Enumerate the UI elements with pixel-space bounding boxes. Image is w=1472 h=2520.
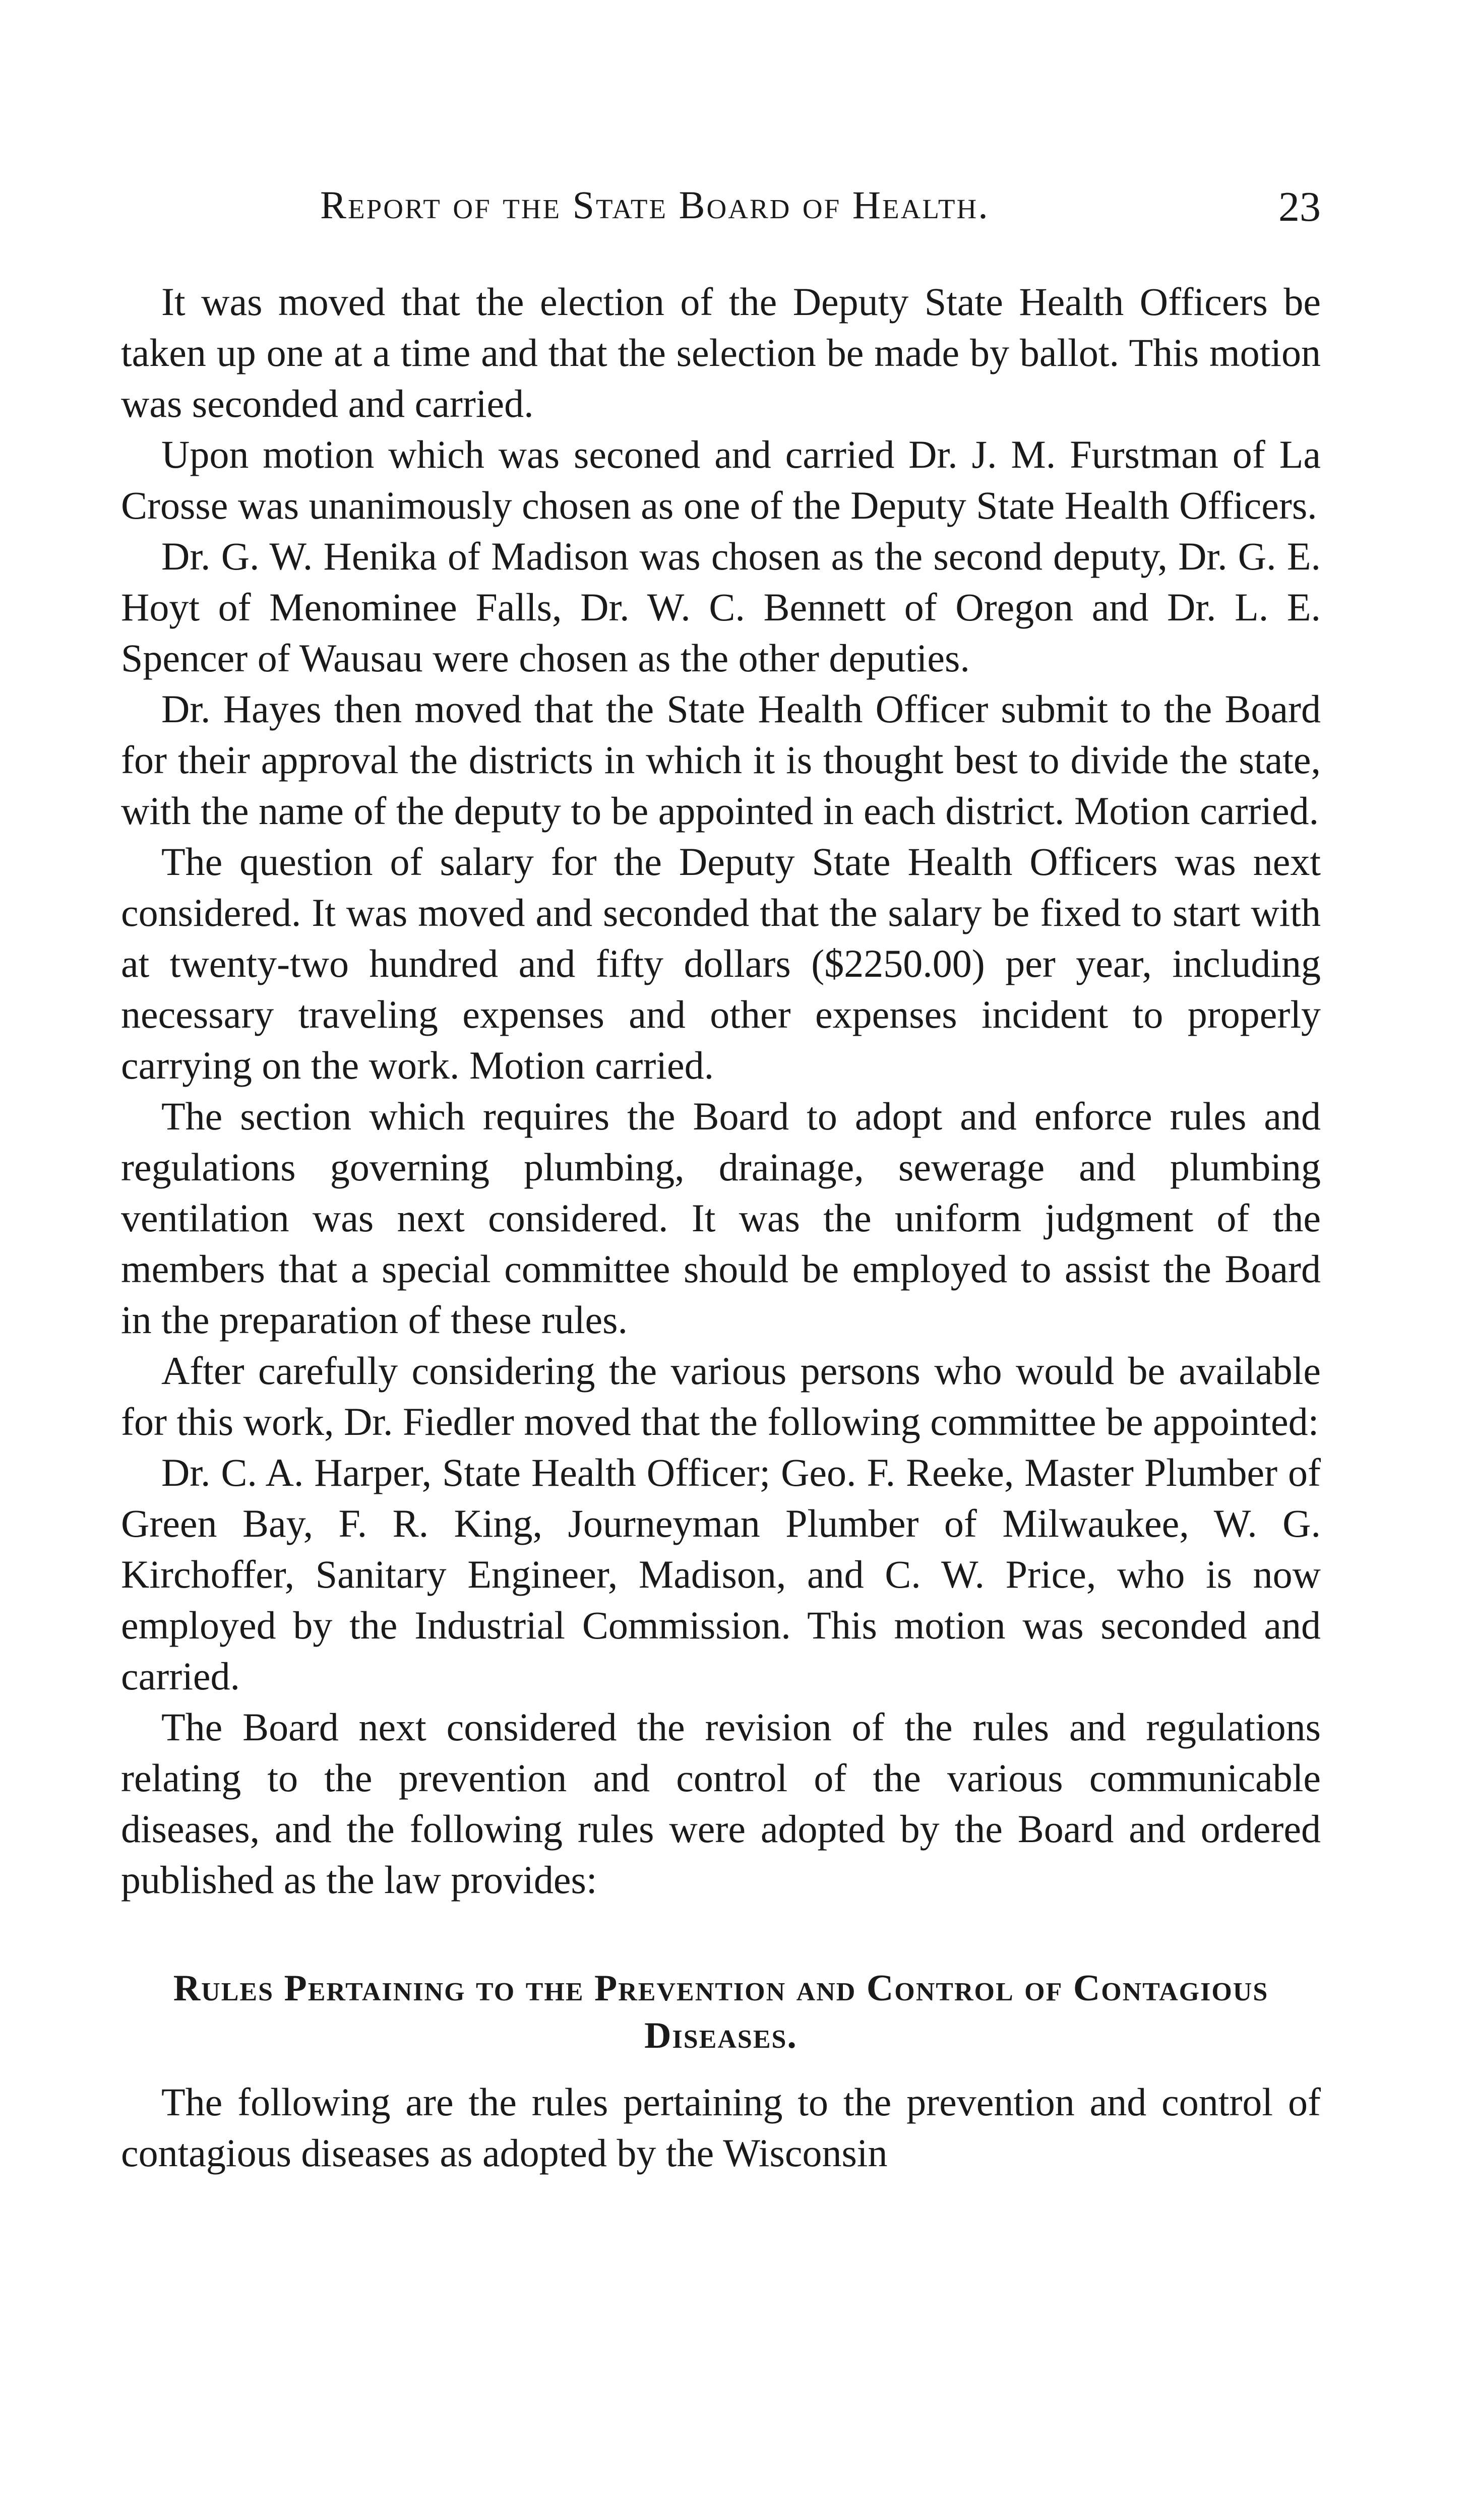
- section-heading: Rules Pertaining to the Prevention and Control of Contagious Diseases.: [173, 1968, 1269, 2056]
- paragraph-rules-intro: The following are the rules pertaining to the prevention and control of contagious diseases as adopted by the Wisconsin: [121, 2080, 1321, 2175]
- paragraph-other-deputies: Dr. G. W. Henika of Madison was chosen as the second deputy, Dr. G. E. Hoyt of Menominee Falls, Dr. W. C. Bennett of Oregon and Dr. L. E. Spencer of Wausau were chosen as the other deputies.: [121, 534, 1321, 680]
- paragraph-committee-motion: After carefully considering the various persons who would be available for this work, Dr. Fiedler moved that the following committee be appointed:: [121, 1349, 1321, 1443]
- paragraph-election-method: It was moved that the election of the Deputy State Health Officers be taken up one at a time and that the selection be made by ballot. This motion was seconded and carried.: [121, 280, 1321, 425]
- paragraph-salary: The question of salary for the Deputy State Health Officers was next considered. It was moved and seconded that the salary be fixed to start with at twenty-two hundred and fifty dollars ($2250.00) per year, including necessary traveling expenses and other expenses incident to properly carrying on the work. Motion carried.: [121, 840, 1321, 1087]
- paragraph-committee-members: Dr. C. A. Harper, State Health Officer; Geo. F. Reeke, Master Plumber of Green Bay, F. R. King, Journeyman Plumber of Milwaukee, W. G. Kirchoffer, Sanitary Engineer, Madison, and C. W. Price, who is now employed by the Industrial Commission. This motion was seconded and carried.: [121, 1451, 1321, 1698]
- paragraph-districts-motion: Dr. Hayes then moved that the State Health Officer submit to the Board for their approval the districts in which it is thought best to divide the state, with the name of the deputy to be appointed in each district. Motion carried.: [121, 687, 1321, 833]
- page-number: 23: [1278, 183, 1321, 230]
- paragraph-plumbing-rules: The section which requires the Board to adopt and enforce rules and regulations governing plumbing, drainage, sewerage and plumbing ventilation was next considered. It was the uniform judgment of the members that a special committee should be employed to assist the Board in the preparation of these rules.: [121, 1094, 1321, 1342]
- running-title: Report of the State Board of Health.: [320, 183, 990, 227]
- paragraph-rules-revision: The Board next considered the revision of the rules and regulations relating to the prevention and control of the various communicable diseases, and the following rules were adopted by the Board and ordered published as the law provides:: [121, 1705, 1321, 1902]
- page-header: [121, 182, 1321, 238]
- body-text: [121, 276, 1321, 2178]
- paragraph-furstman-chosen: Upon motion which was seconed and carried Dr. J. M. Furstman of La Crosse was unanimously chosen as one of the Deputy State Health Officers.: [121, 432, 1321, 527]
